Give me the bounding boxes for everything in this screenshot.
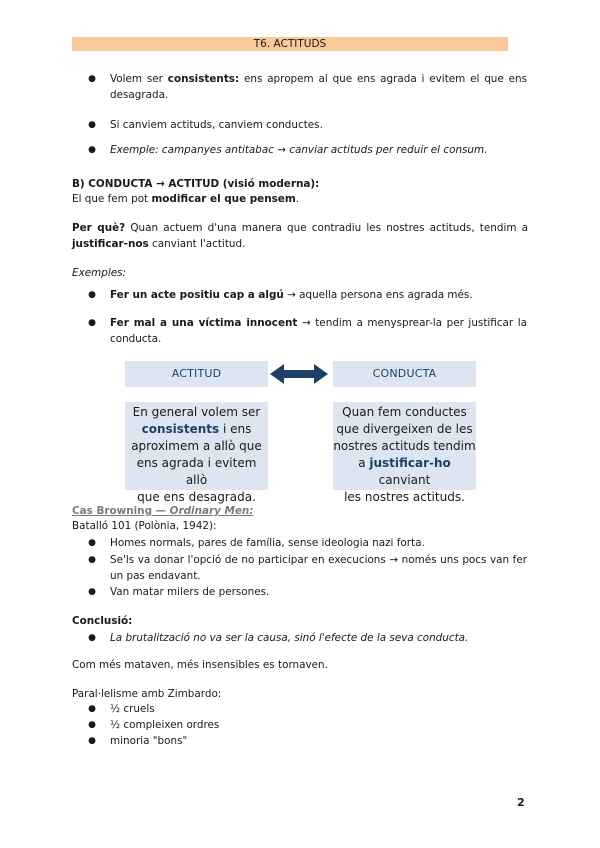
text: canviant l'actitud. [148,238,246,250]
bullet-dot-icon: ● [88,74,96,84]
bold-text: consistents: [167,73,240,85]
bullet-dot-icon: ● [88,318,96,328]
list-item [110,315,527,347]
bullet-dot-icon: ● [88,587,96,597]
box-line [125,421,268,438]
bullet-dot-icon: ● [88,736,96,746]
bullet-dot-icon: ● [88,290,96,300]
bullet-dot-icon: ● [88,120,96,130]
list-item: ½ compleixen ordres [110,719,220,731]
bold-text: Fer un acte positiu cap a algú [110,289,284,301]
actitud-header-box: ACTITUD [125,361,268,387]
list-item: Se'ls va donar l'opció de no participar en execucions → només uns pocs van fer un pas endavant. [110,554,527,582]
box-line: Quan fem conductes [342,405,467,419]
double-arrow-icon [270,363,328,385]
bold-text: modificar el que pensem [151,193,296,205]
bold-text: justificar-nos [72,238,149,250]
list-item: ½ cruels [110,703,155,715]
list-item: Si canviem actituds, canviem conductes. [110,119,323,131]
page-number: 2 [517,796,525,809]
text: canviant [378,473,431,487]
bullet-dot-icon: ● [88,555,96,565]
list-item: Homes normals, pares de família, sense ideologia nazi forta. [110,537,425,549]
bullet-dot-icon: ● [88,704,96,714]
list-item: minoria "bons" [110,735,188,747]
text: i ens [219,422,252,436]
actitud-body-box [125,402,268,504]
list-item: Van matar milers de persones. [110,586,270,598]
list-item: Exemple: campanyes antitabac → canviar actituds per reduir el consum. [110,144,488,156]
box-line: aproximem a allò que [131,439,262,453]
box-line: ens agrada i evitem allò [136,456,257,487]
bullet-dot-icon: ● [88,538,96,548]
cas-title-text: Cas Browning — [72,505,170,517]
text: a [358,456,370,470]
cas-subtitle: Batalló 101 (Polònia, 1942): [72,520,217,532]
paral-label: Paral·lelisme amb Zimbardo: [72,688,222,700]
box-line: que ens desagrada. [137,490,256,504]
bullet-dot-icon: ● [88,145,96,155]
highlight-text: consistents [141,422,220,436]
list-item [110,287,527,303]
box-line: les nostres actituds. [344,490,465,504]
text: El que fem pot [72,193,152,205]
bullet-dot-icon: ● [88,720,96,730]
box-line [333,455,476,489]
text: → tendim a menysprear-la per justificar la conducta. [110,317,527,345]
bold-label: Per què? [72,222,126,234]
text: ens apropem al que ens agrada i evitem el que ens desagrada. [110,73,527,101]
box-line: En general volem ser [132,405,261,419]
conducta-body-box [333,402,476,504]
list-item: La brutalització no va ser la causa, sinó l'efecte de la seva conducta. [110,632,469,644]
box-line: nostres actituds tendim [333,439,476,453]
paragraph [72,191,528,207]
cas-title-italic: Ordinary Men: [169,505,254,517]
highlight-text: justificar-ho [369,456,451,470]
text: Volem ser [110,73,168,85]
paragraph: Com més mataven, més insensibles es tornaven. [72,659,328,671]
text: . [295,193,299,205]
examples-label: Exemples: [72,267,127,279]
paragraph-why [72,220,528,252]
text: → aquella persona ens agrada més. [283,289,473,301]
header-title: T6. ACTITUDS [253,38,327,50]
page-header [72,37,508,51]
bullet-dot-icon: ● [88,633,96,643]
list-item [110,71,527,103]
bold-text: Fer mal a una víctima innocent [110,317,298,329]
conclusio-label: Conclusió: [72,615,133,627]
section-title: B) CONDUCTA → ACTITUD (visió moderna): [72,178,320,190]
conducta-header-box: CONDUCTA [333,361,476,387]
text: Quan actuem d'una manera que contradiu les nostres actituds, tendim a [125,222,528,234]
cas-title [72,503,528,519]
box-line: que divergeixen de les [336,422,473,436]
